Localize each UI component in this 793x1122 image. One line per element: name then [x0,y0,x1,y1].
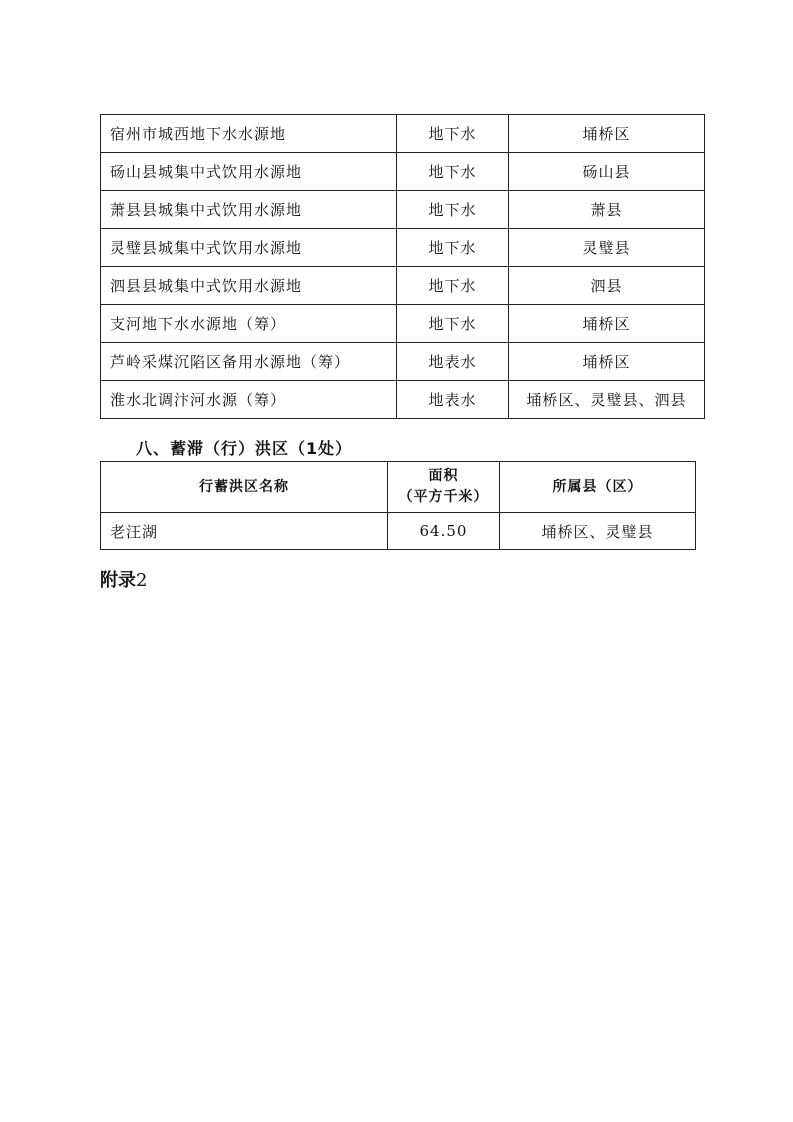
flood-area-name: 老汪湖 [101,513,388,550]
table-row [101,513,696,550]
table-row [101,191,705,229]
water-source-name: 宿州市城西地下水水源地 [101,115,397,153]
table-row [101,153,705,191]
water-source-county: 埇桥区 [509,305,705,343]
table-row [101,381,705,419]
water-source-county: 砀山县 [509,153,705,191]
column-header-name: 行蓄洪区名称 [101,462,388,513]
water-source-county: 萧县 [509,191,705,229]
section-heading: 八、蓄滞（行）洪区（1处） [136,439,353,458]
flood-area-size: 64.50 [388,513,500,550]
water-source-county: 泗县 [509,267,705,305]
appendix-heading [100,566,147,592]
water-source-table [100,114,705,419]
water-source-table-body [101,115,705,419]
flood-table-body [101,513,696,550]
table-row [101,305,705,343]
column-header-area [388,462,500,513]
table-row [101,229,705,267]
appendix-number: 2 [136,570,148,591]
water-source-type: 地表水 [397,343,509,381]
table-row [101,115,705,153]
flood-table-header [101,462,696,513]
flood-area-county: 埇桥区、灵璧县 [500,513,696,550]
water-source-name: 泗县县城集中式饮用水源地 [101,267,397,305]
column-header-area-line2: （平方千米） [398,489,489,505]
water-source-name: 芦岭采煤沉陷区备用水源地（筹） [101,343,397,381]
water-source-name: 砀山县城集中式饮用水源地 [101,153,397,191]
water-source-name: 萧县县城集中式饮用水源地 [101,191,397,229]
water-source-name: 淮水北调汴河水源（筹） [101,381,397,419]
water-source-county: 埇桥区 [509,115,705,153]
column-header-county: 所属县（区） [500,462,696,513]
column-header-area-line1: 面积 [428,468,459,484]
water-source-type: 地下水 [397,153,509,191]
water-source-type: 地下水 [397,229,509,267]
water-source-name: 灵璧县城集中式饮用水源地 [101,229,397,267]
appendix-label: 附录 [100,570,136,591]
water-source-type: 地表水 [397,381,509,419]
water-source-type: 地下水 [397,115,509,153]
water-source-type: 地下水 [397,191,509,229]
water-source-type: 地下水 [397,305,509,343]
header-row [101,462,696,513]
water-source-type: 地下水 [397,267,509,305]
flood-storage-table [100,461,696,550]
water-source-name: 支河地下水水源地（筹） [101,305,397,343]
water-source-county: 埇桥区 [509,343,705,381]
water-source-county: 灵璧县 [509,229,705,267]
water-source-county: 埇桥区、灵璧县、泗县 [509,381,705,419]
table-row [101,343,705,381]
table-row [101,267,705,305]
